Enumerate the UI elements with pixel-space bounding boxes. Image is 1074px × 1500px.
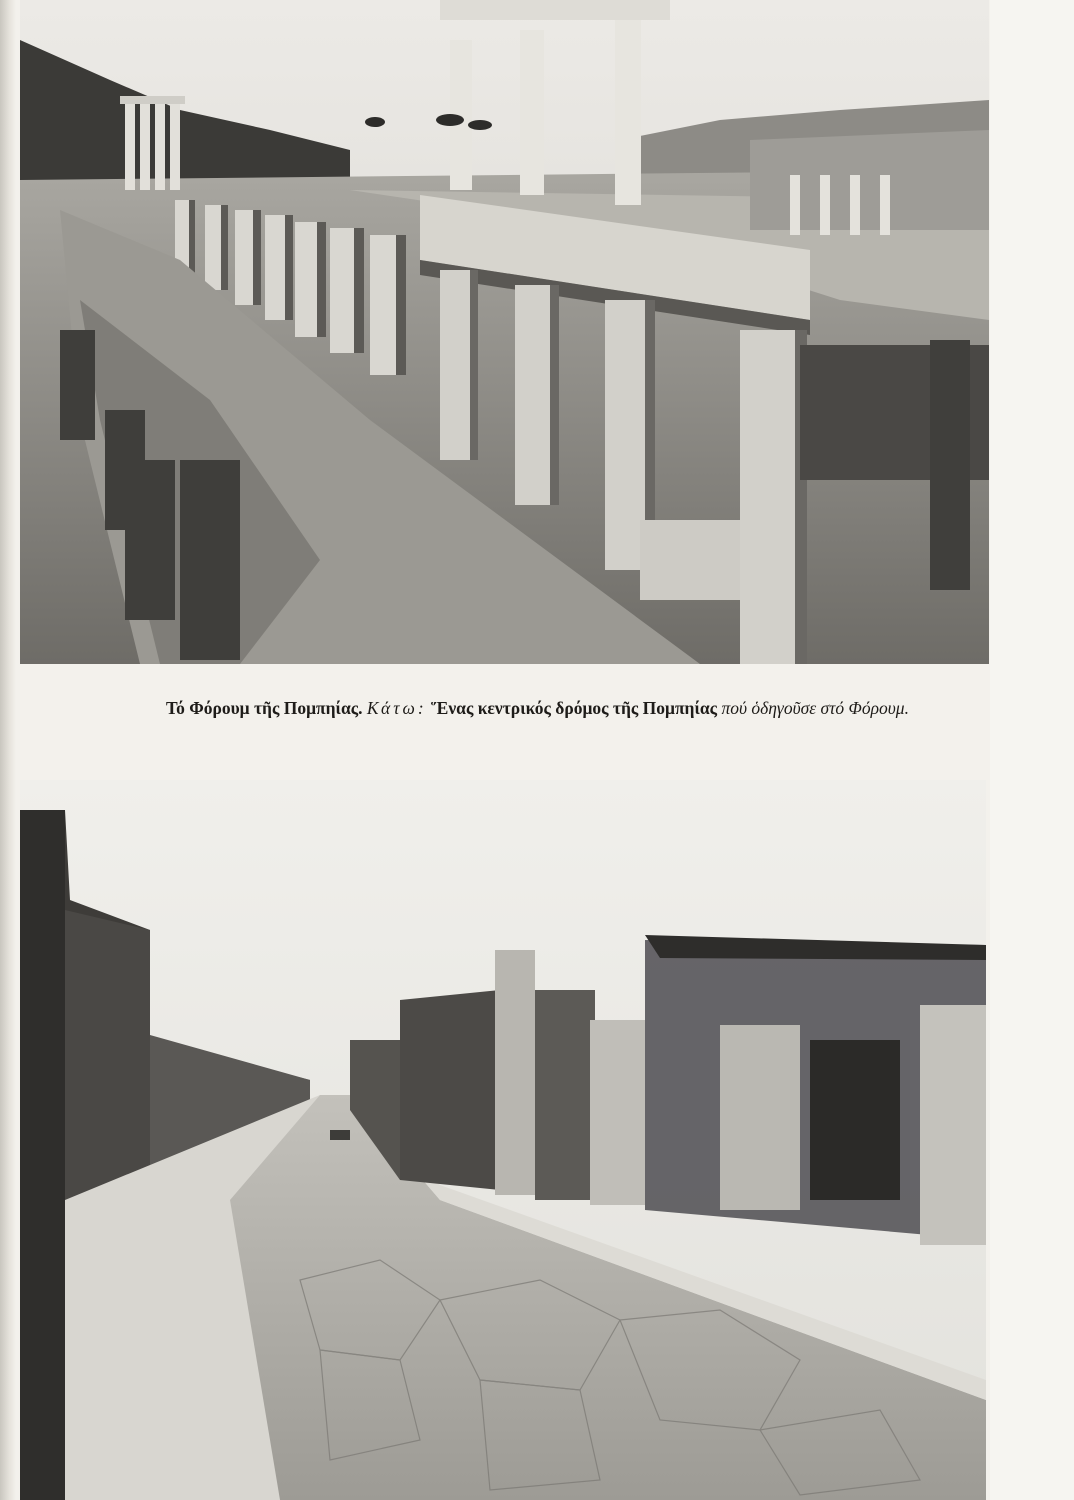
street-photo bbox=[20, 780, 986, 1500]
photo-caption bbox=[166, 696, 992, 720]
caption-forum-title: Τό Φόρουμ τῆς Πομπηίας. bbox=[166, 698, 363, 718]
caption-below-label: Κάτω: bbox=[366, 698, 427, 718]
caption-street-description: πού ὁδηγοῦσε στό Φόρουμ. bbox=[721, 698, 909, 718]
forum-photo-illustration bbox=[20, 0, 989, 664]
page-binding-edge bbox=[0, 0, 16, 1500]
caption-street-title: Ἕνας κεντρικός δρόμος τῆς Πομπηίας bbox=[431, 698, 718, 718]
page-margin bbox=[990, 0, 1074, 1500]
forum-photo bbox=[20, 0, 989, 664]
street-photo-illustration bbox=[20, 780, 986, 1500]
